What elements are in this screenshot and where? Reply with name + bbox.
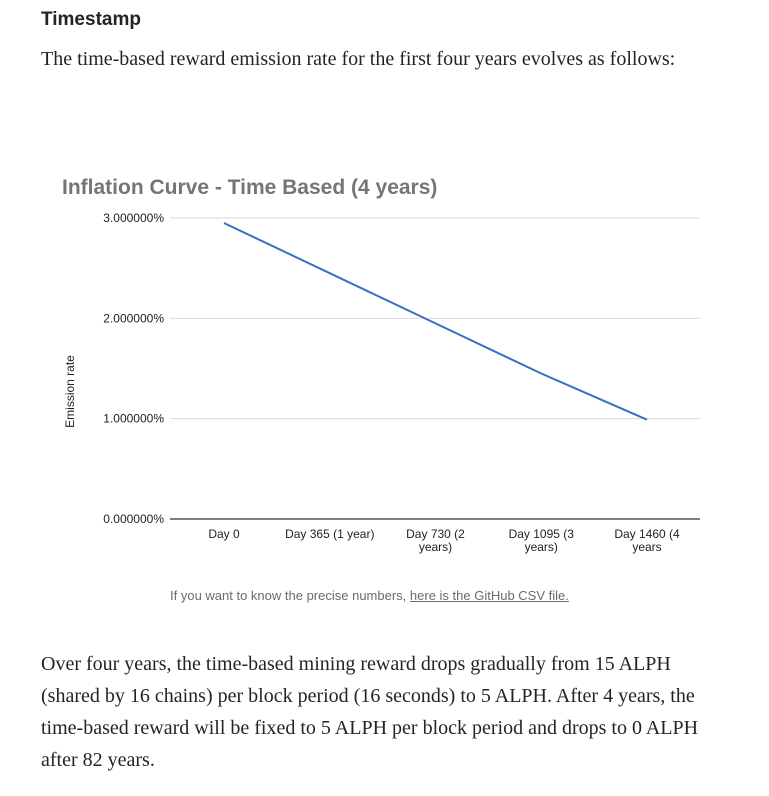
series-line bbox=[224, 223, 647, 420]
github-csv-link[interactable]: here is the GitHub CSV file. bbox=[409, 588, 569, 603]
x-tick-label: Day 730 (2 years) bbox=[406, 527, 465, 554]
intro-paragraph: The time-based reward emission rate for the first four years evolves as follows: bbox=[41, 48, 676, 70]
outro-paragraph: Over four years, the time-based mining reward drops gradually from 15 ALPH (shared by 16 chains) per block period (16 seconds) to 5 ALPH. After 4 years, the time-based reward will be fixed to 5 ALPH per block period and drops to 0 ALPH after 82 years. bbox=[41, 653, 699, 771]
inflation-chart bbox=[0, 160, 769, 620]
x-tick-label: Day 0 bbox=[208, 527, 240, 541]
x-tick-label: Day 1460 (4 years bbox=[614, 527, 680, 554]
y-tick-label: 0.000000% bbox=[103, 512, 164, 526]
y-tick-label: 1.000000% bbox=[103, 411, 164, 426]
y-axis-label: Emission rate bbox=[63, 355, 77, 428]
y-tick-label: 2.000000% bbox=[103, 311, 164, 326]
y-tick-label: 3.000000% bbox=[103, 211, 164, 225]
chart-caption bbox=[170, 588, 569, 603]
section-heading: Timestamp bbox=[41, 9, 141, 30]
x-tick-label: Day 365 (1 year) bbox=[285, 527, 375, 541]
chart-svg bbox=[0, 160, 769, 580]
caption-text: If you want to know the precise numbers, bbox=[170, 588, 410, 603]
x-tick-label: Day 1095 (3 years) bbox=[508, 527, 574, 554]
chart-title: Inflation Curve - Time Based (4 years) bbox=[62, 176, 438, 199]
